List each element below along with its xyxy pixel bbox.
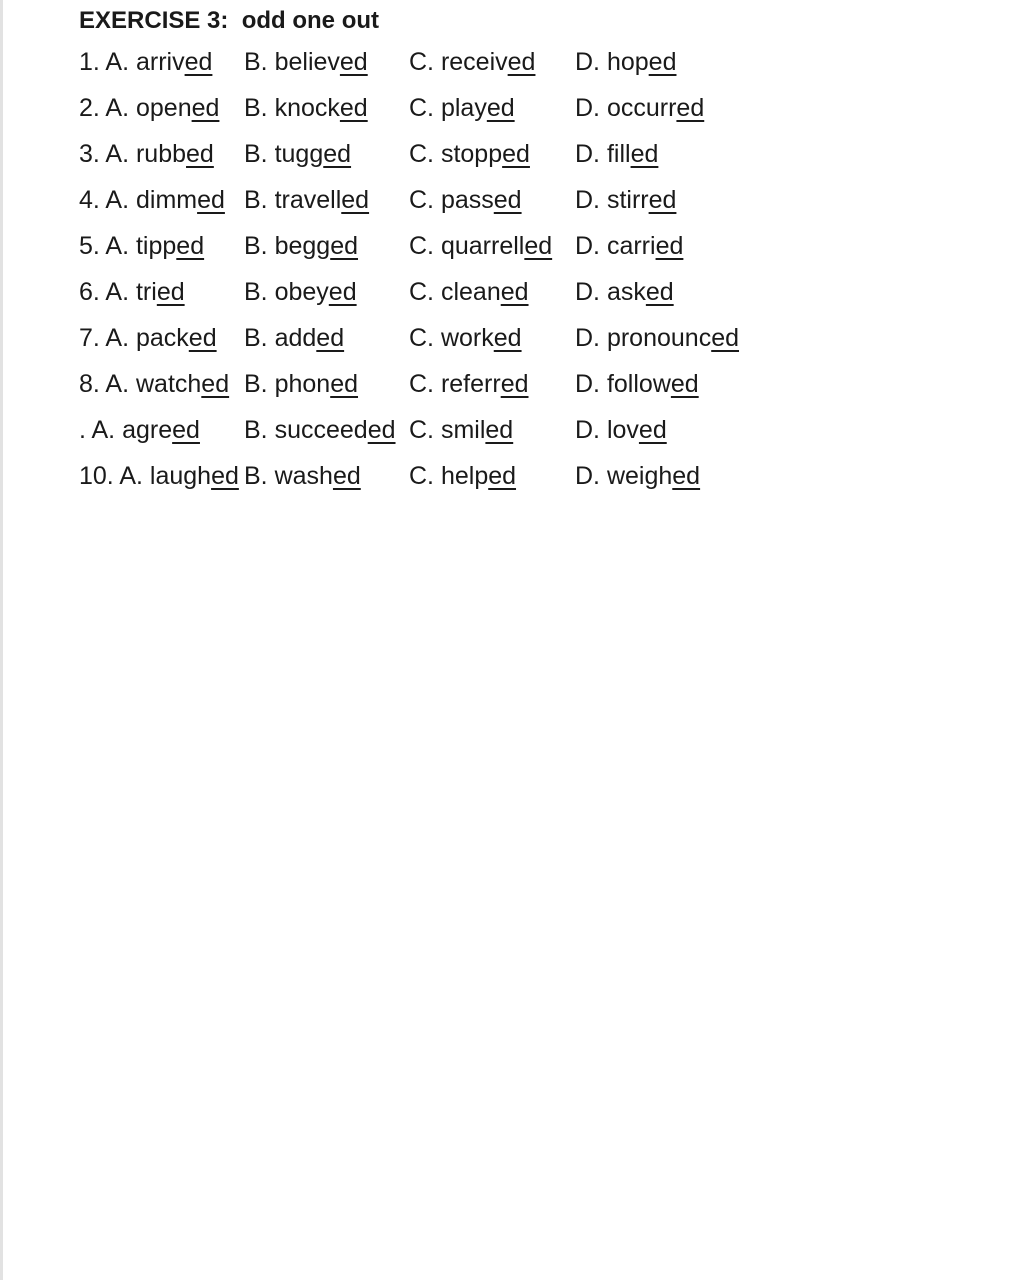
option-word-stem: obey (274, 278, 329, 306)
option-b (244, 90, 409, 136)
option-word-stem: clean (440, 278, 501, 306)
option-label: D. (575, 416, 607, 444)
option-b (244, 366, 409, 412)
option-d (575, 136, 739, 182)
option-label: B. (244, 462, 275, 490)
option-b (244, 136, 409, 182)
option-word-stem: weigh (606, 462, 673, 490)
underlined-ending: ed (500, 278, 529, 306)
underlined-ending: ed (672, 462, 701, 490)
underlined-ending: ed (524, 232, 553, 260)
option-d (575, 182, 739, 228)
underlined-ending: ed (339, 94, 368, 122)
option-label: B. (244, 324, 275, 352)
underlined-ending: ed (191, 94, 220, 122)
option-word-stem: pronounc (606, 324, 712, 352)
option-label: 10. A. (79, 462, 150, 490)
option-c (409, 412, 575, 458)
option-word-stem: travell (274, 186, 342, 214)
option-label: D. (575, 324, 607, 352)
option-word-stem: add (274, 324, 317, 352)
option-label: C. (409, 370, 441, 398)
exercise-table (79, 44, 739, 504)
option-label: C. (409, 462, 441, 490)
option-word-stem: fill (606, 140, 631, 168)
underlined-ending: ed (648, 186, 677, 214)
underlined-ending: ed (638, 416, 667, 444)
option-c (409, 136, 575, 182)
underlined-ending: ed (156, 278, 185, 306)
underlined-ending: ed (330, 370, 359, 398)
question-row (79, 320, 739, 366)
option-a (79, 136, 244, 182)
option-word-stem: laugh (149, 462, 212, 490)
option-d (575, 274, 739, 320)
option-d (575, 44, 739, 90)
option-label: C. (409, 232, 441, 260)
option-word-stem: carri (606, 232, 656, 260)
underlined-ending: ed (493, 186, 522, 214)
option-word-stem: watch (135, 370, 202, 398)
option-a (79, 366, 244, 412)
option-word-stem: hop (606, 48, 649, 76)
underlined-ending: ed (648, 48, 677, 76)
underlined-ending: ed (197, 186, 225, 214)
option-c (409, 44, 575, 90)
option-label: 7. A. (79, 324, 136, 352)
option-word-stem: pass (440, 186, 494, 214)
underlined-ending: ed (323, 140, 352, 168)
underlined-ending: ed (500, 370, 529, 398)
option-label: B. (244, 370, 275, 398)
question-row (79, 136, 739, 182)
option-label: C. (409, 48, 441, 76)
underlined-ending: ed (655, 232, 684, 260)
option-c (409, 228, 575, 274)
underlined-ending: ed (339, 48, 368, 76)
option-word-stem: succeed (274, 416, 368, 444)
option-label: B. (244, 94, 275, 122)
option-d (575, 228, 739, 274)
option-label: D. (575, 48, 607, 76)
option-word-stem: tugg (274, 140, 324, 168)
option-b (244, 182, 409, 228)
option-b (244, 274, 409, 320)
option-label: C. (409, 278, 441, 306)
underlined-ending: ed (670, 370, 699, 398)
underlined-ending: ed (486, 94, 515, 122)
option-label: D. (575, 94, 607, 122)
option-c (409, 274, 575, 320)
option-word-stem: smil (440, 416, 486, 444)
option-word-stem: follow (606, 370, 671, 398)
option-b (244, 44, 409, 90)
option-word-stem: rubb (135, 140, 187, 168)
option-label: D. (575, 370, 607, 398)
option-label: 6. A. (79, 278, 136, 306)
underlined-ending: ed (488, 462, 517, 490)
option-word-stem: agre (122, 416, 173, 444)
option-word-stem: wash (274, 462, 333, 490)
option-label: B. (244, 232, 275, 260)
underlined-ending: ed (176, 232, 205, 260)
option-word-stem: begg (274, 232, 331, 260)
option-word-stem: play (440, 94, 487, 122)
option-label: D. (575, 140, 607, 168)
page-left-border (0, 0, 3, 1280)
option-b (244, 228, 409, 274)
option-d (575, 458, 739, 504)
option-word-stem: stirr (606, 186, 649, 214)
option-a (79, 44, 244, 90)
underlined-ending: ed (711, 324, 740, 352)
option-a (79, 90, 244, 136)
question-row (79, 228, 739, 274)
option-label: B. (244, 48, 275, 76)
option-label: C. (409, 324, 441, 352)
underlined-ending: ed (201, 370, 230, 398)
underlined-ending: ed (316, 324, 345, 352)
option-word-stem: receiv (440, 48, 508, 76)
option-label: C. (409, 416, 441, 444)
option-label: 2. A. (79, 94, 136, 122)
underlined-ending: ed (332, 462, 361, 490)
underlined-ending: ed (330, 232, 359, 260)
underlined-ending: ed (502, 140, 530, 168)
option-a (79, 274, 244, 320)
option-label: D. (575, 186, 607, 214)
option-word-stem: lov (606, 416, 639, 444)
option-word-stem: tipp (135, 232, 177, 260)
underlined-ending: ed (507, 48, 536, 76)
option-label: . A. (79, 416, 123, 444)
question-row (79, 274, 739, 320)
question-row (79, 90, 739, 136)
option-b (244, 412, 409, 458)
option-label: 4. A. (79, 186, 136, 214)
option-c (409, 182, 575, 228)
question-row (79, 44, 739, 90)
option-c (409, 320, 575, 366)
option-a (79, 182, 244, 228)
option-c (409, 458, 575, 504)
option-word-stem: stopp (440, 140, 503, 168)
option-word-stem: pack (135, 324, 189, 352)
option-word-stem: ask (606, 278, 646, 306)
underlined-ending: ed (645, 278, 674, 306)
underlined-ending: ed (188, 324, 217, 352)
option-c (409, 90, 575, 136)
option-label: D. (575, 278, 607, 306)
option-d (575, 412, 739, 458)
option-word-stem: quarrell (440, 232, 525, 260)
option-d (575, 320, 739, 366)
option-word-stem: referr (440, 370, 501, 398)
exercise-page (79, 6, 779, 504)
option-c (409, 366, 575, 412)
option-d (575, 90, 739, 136)
underlined-ending: ed (630, 140, 659, 168)
underlined-ending: ed (676, 94, 705, 122)
option-label: 3. A. (79, 140, 136, 168)
option-label: C. (409, 186, 441, 214)
option-label: B. (244, 140, 275, 168)
option-label: 5. A. (79, 232, 136, 260)
option-word-stem: phon (274, 370, 331, 398)
underlined-ending: ed (172, 416, 200, 444)
option-label: D. (575, 232, 607, 260)
option-label: D. (575, 462, 607, 490)
exercise-title: EXERCISE 3: odd one out (79, 7, 380, 34)
question-row (79, 412, 739, 458)
option-word-stem: occurr (606, 94, 677, 122)
option-d (575, 366, 739, 412)
option-word-stem: tri (135, 278, 157, 306)
exercise-rows (79, 44, 739, 504)
option-label: 8. A. (79, 370, 136, 398)
underlined-ending: ed (485, 416, 514, 444)
underlined-ending: ed (186, 140, 214, 168)
underlined-ending: ed (367, 416, 396, 444)
underlined-ending: ed (211, 462, 239, 490)
underlined-ending: ed (328, 278, 357, 306)
option-label: B. (244, 278, 275, 306)
option-word-stem: believ (274, 48, 340, 76)
option-a (79, 458, 244, 504)
underlined-ending: ed (184, 48, 213, 76)
option-label: B. (244, 186, 275, 214)
question-row (79, 182, 739, 228)
underlined-ending: ed (341, 186, 370, 214)
option-a (79, 412, 244, 458)
option-label: B. (244, 416, 275, 444)
option-word-stem: knock (274, 94, 340, 122)
option-a (79, 228, 244, 274)
option-word-stem: dimm (135, 186, 198, 214)
option-b (244, 320, 409, 366)
option-word-stem: arriv (135, 48, 185, 76)
question-row (79, 366, 739, 412)
option-label: C. (409, 140, 441, 168)
option-label: C. (409, 94, 441, 122)
option-word-stem: help (440, 462, 489, 490)
question-row (79, 458, 739, 504)
option-label: 1. A. (79, 48, 136, 76)
underlined-ending: ed (493, 324, 522, 352)
option-word-stem: open (135, 94, 192, 122)
option-b (244, 458, 409, 504)
option-a (79, 320, 244, 366)
option-word-stem: work (440, 324, 494, 352)
